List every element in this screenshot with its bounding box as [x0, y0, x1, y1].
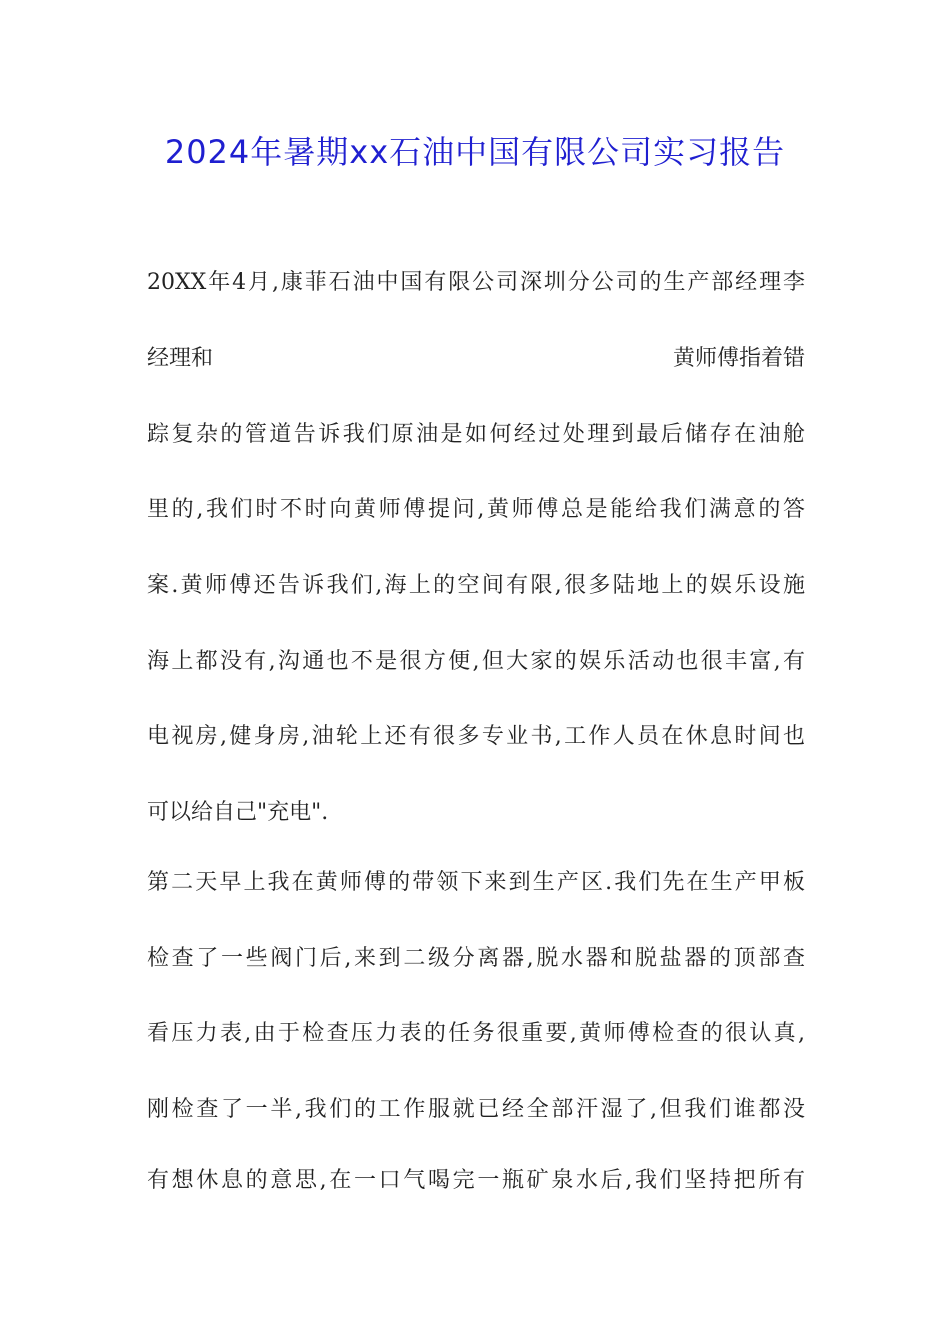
paragraph-line: 踪复杂的管道告诉我们原油是如何经过处理到最后储存在油舱 — [147, 422, 805, 447]
paragraph-line-right-part: 黄师傅指着错 — [672, 346, 805, 371]
paragraph-line: 刚检查了一半,我们的工作服就已经全部汗湿了,但我们谁都没 — [147, 1097, 805, 1122]
paragraph-line: 海上都没有,沟通也不是很方便,但大家的娱乐活动也很丰富,有 — [147, 649, 805, 674]
paragraph-line: 案.黄师傅还告诉我们,海上的空间有限,很多陆地上的娱乐设施 — [147, 573, 805, 598]
paragraph-line: 有想休息的意思,在一口气喝完一瓶矿泉水后,我们坚持把所有 — [147, 1168, 805, 1193]
paragraph-line: 电视房,健身房,油轮上还有很多专业书,工作人员在休息时间也 — [147, 724, 805, 749]
paragraph-line-last: 可以给自己"充电". — [147, 800, 329, 825]
paragraph-line-left-part: 经理和 — [147, 346, 214, 371]
paragraph-line-split — [147, 339, 805, 379]
paragraph-line: 检查了一些阀门后,来到二级分离器,脱水器和脱盐器的顶部查 — [147, 946, 805, 971]
paragraph-line: 20XX年4月,康菲石油中国有限公司深圳分公司的生产部经理李 — [147, 270, 805, 295]
paragraph-line: 看压力表,由于检查压力表的任务很重要,黄师傅检查的很认真, — [147, 1021, 805, 1046]
document-title: 2024年暑期xx石油中国有限公司实习报告 — [164, 133, 786, 171]
paragraph-line: 第二天早上我在黄师傅的带领下来到生产区.我们先在生产甲板 — [147, 870, 805, 895]
paragraph-line: 里的,我们时不时向黄师傅提问,黄师傅总是能给我们满意的答 — [147, 497, 805, 522]
